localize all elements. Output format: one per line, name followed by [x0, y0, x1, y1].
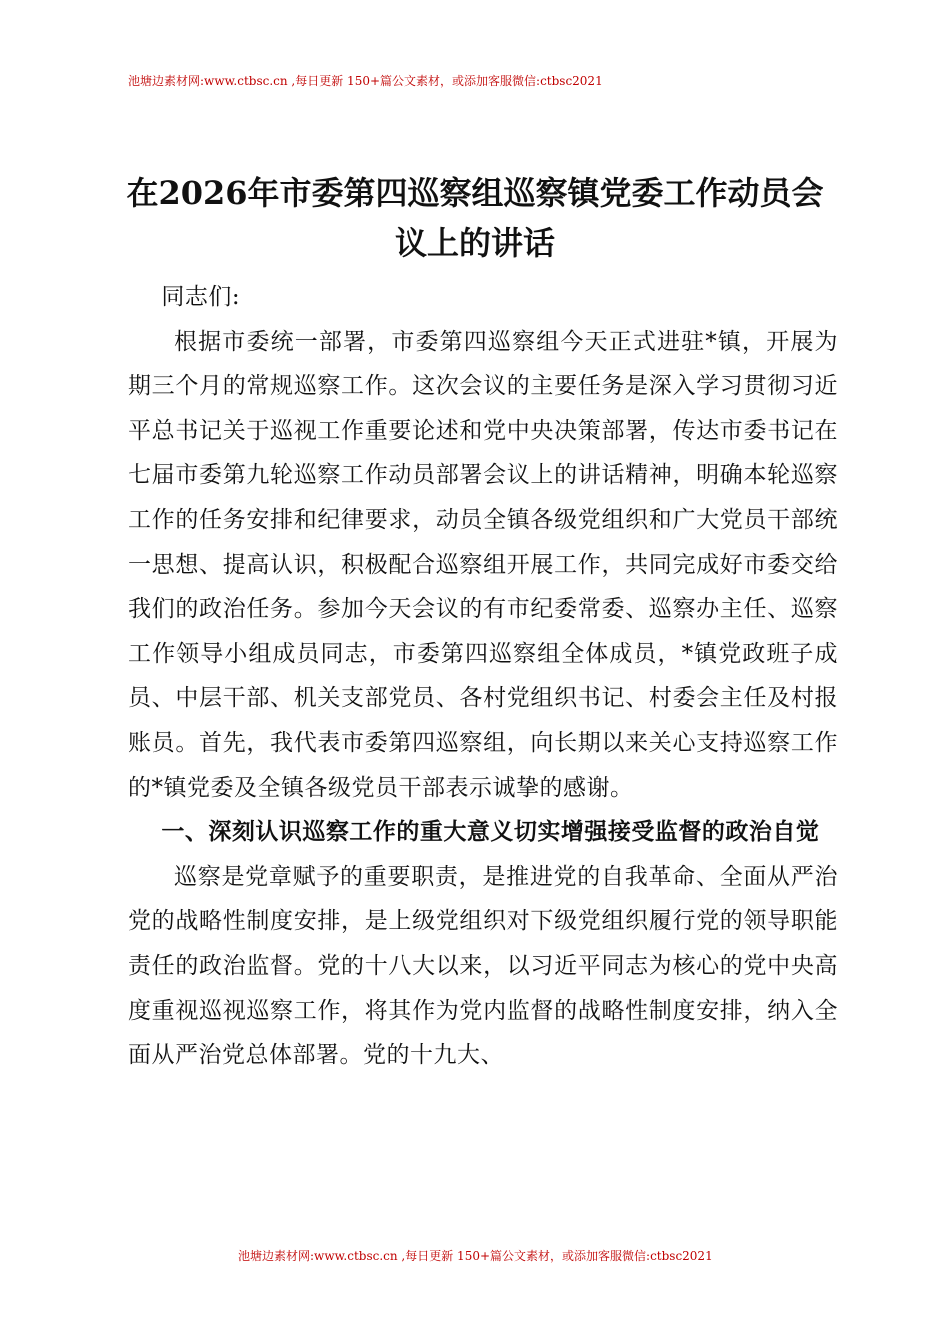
footer-watermark-note: 池塘边素材网:www.ctbsc.cn ,每日更新 150+篇公文素材，或添加客服微信:ctbsc2021: [238, 1249, 713, 1263]
document-body: [128, 275, 838, 1078]
section-heading-1: 一、深刻认识巡察工作的重大意义切实增强接受监督的政治自觉: [161, 819, 820, 846]
header-watermark-note: 池塘边素材网:www.ctbsc.cn ,每日更新 150+篇公文素材，或添加客服微信:ctbsc2021: [128, 74, 603, 88]
document-title: 在2026年市委第四巡察组巡察镇党委工作动员会议上的讲话: [126, 174, 824, 262]
opening-paragraph: 根据市委统一部署，市委第四巡察组今天正式进驻*镇，开展为期三个月的常规巡察工作。这次会议的主要任务是深入学习贯彻习近平总书记关于巡视工作重要论述和党中央决策部署，传达市委书记在七届市委第九轮巡察工作动员部署会议上的讲话精神，明确本轮巡察工作的任务安排和纪律要求，动员全镇各级党组织和广大党员干部统一思想、提高认识，积极配合巡察组开展工作，共同完成好市委交给我们的政治任务。参加今天会议的有市纪委常委、巡察办主任、巡察工作领导小组成员同志，市委第四巡察组全体成员，*镇党政班子成员、中层干部、机关支部党员、各村党组织书记、村委会主任及村报账员。首先，我代表市委第四巡察组，向长期以来关心支持巡察工作的*镇党委及全镇各级党员干部表示诚挚的感谢。: [128, 328, 838, 801]
salutation: 同志们:: [161, 284, 241, 310]
section-1-paragraph: 巡察是党章赋予的重要职责，是推进党的自我革命、全面从严治党的战略性制度安排，是上级党组织对下级党组织履行党的领导职能责任的政治监督。党的十八大以来，以习近平同志为核心的党中央高度重视巡视巡察工作，将其作为党内监督的战略性制度安排，纳入全面从严治党总体部署。党的十九大、: [128, 863, 838, 1069]
